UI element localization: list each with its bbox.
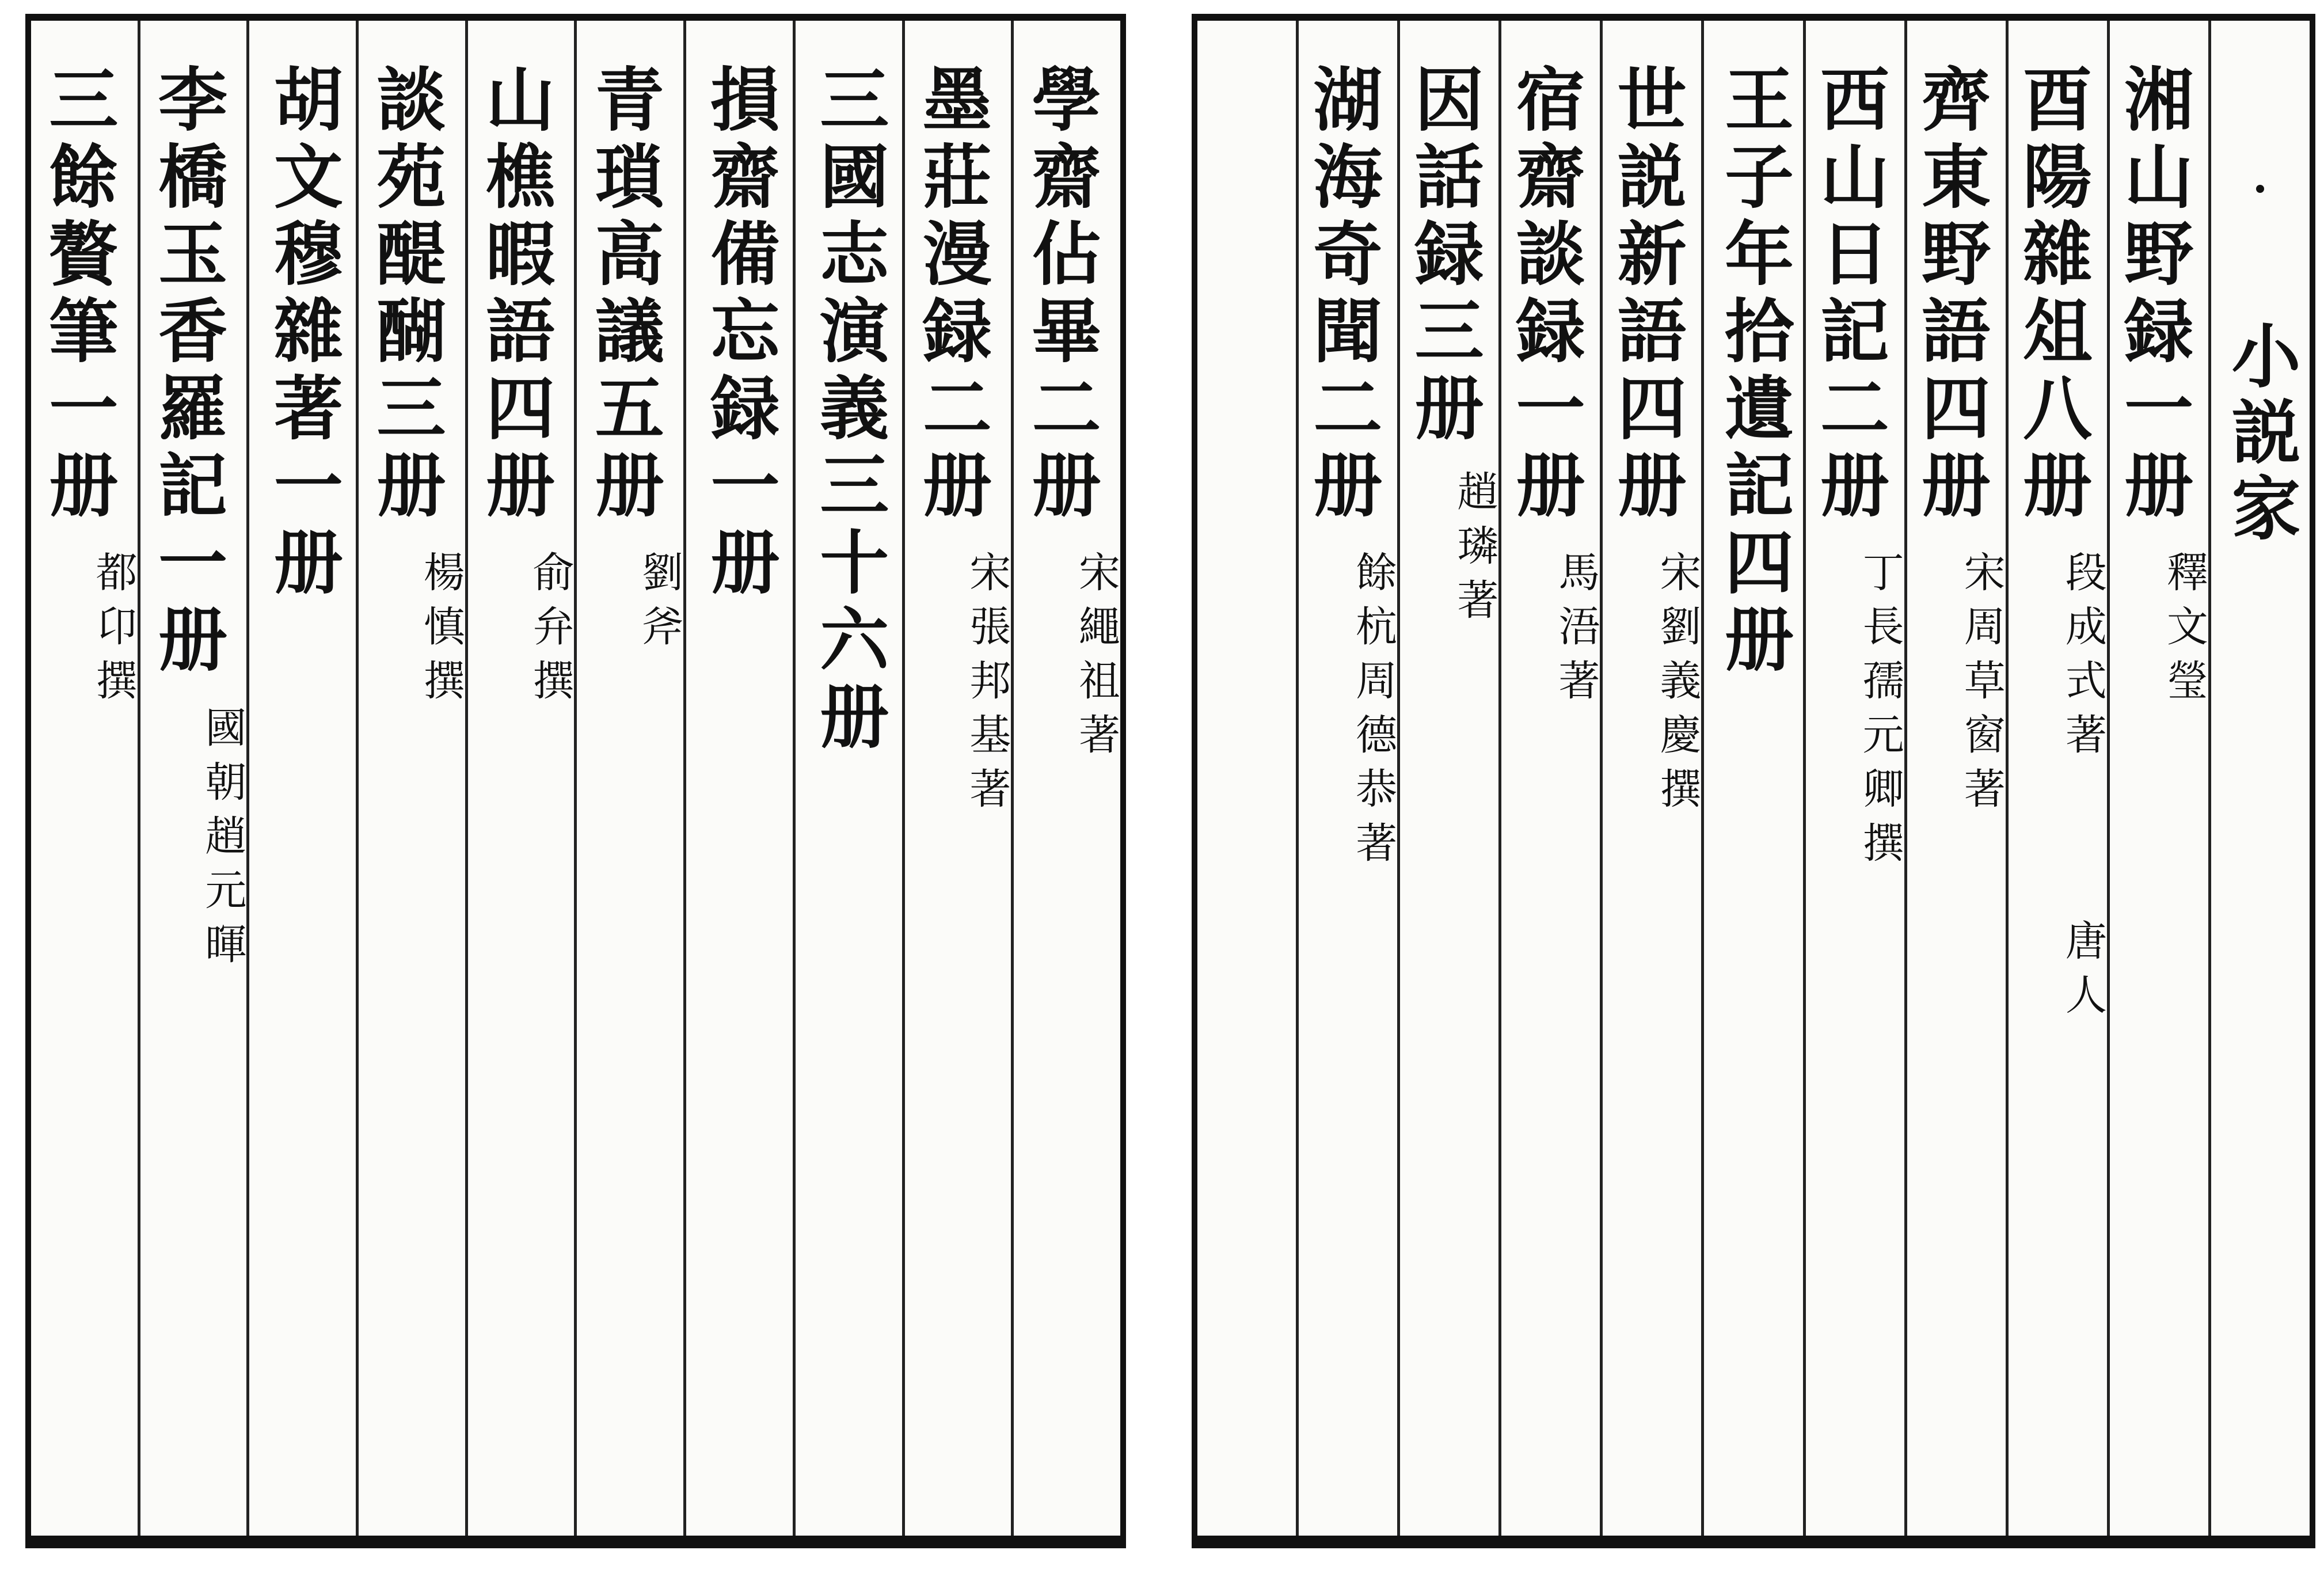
book-title: 墨莊漫録二册 <box>911 63 992 526</box>
book-title: 西山日記二册 <box>1808 63 1890 526</box>
book-title: 因話録三册 <box>1403 63 1485 449</box>
book-note: 唐人 <box>2058 919 2107 1027</box>
catalog-entry <box>31 21 138 1536</box>
catalog-entry <box>574 21 683 1536</box>
book-title: 宿齋談録一册 <box>1504 63 1586 526</box>
book-author: 宋劉義慶撰 <box>1653 550 1702 821</box>
catalog-entry <box>1701 21 1802 1536</box>
book-author: 宋繩祖著 <box>1072 550 1120 767</box>
catalog-entry <box>1600 21 1701 1536</box>
book-title: 世説新語四册 <box>1606 63 1687 526</box>
book-title: 齊東野語四册 <box>1910 63 1991 526</box>
catalog-entry <box>246 21 356 1536</box>
catalog-entry <box>1397 21 1498 1536</box>
right-border <box>2310 14 2315 1548</box>
catalog-entry <box>1498 21 1600 1536</box>
bottom-border <box>25 1536 1126 1548</box>
book-title: 損齋備忘録一册 <box>699 63 781 603</box>
right-page <box>1192 14 2315 1548</box>
catalog-entry <box>793 21 902 1536</box>
left-border <box>1192 14 1197 1548</box>
book-title: 三餘贅筆一册 <box>37 63 119 526</box>
catalog-entry <box>902 21 1011 1536</box>
book-title: 談苑醍醐三册 <box>365 63 447 526</box>
catalog-entry <box>683 21 793 1536</box>
bottom-border <box>1192 1536 2315 1548</box>
book-author: 宋張邦基著 <box>963 550 1011 821</box>
catalog-entry <box>465 21 575 1536</box>
catalog-entry <box>1904 21 2006 1536</box>
book-author: 劉斧 <box>635 550 684 659</box>
right-border <box>1120 14 1126 1548</box>
column-grid <box>31 21 1120 1536</box>
book-title: 李橋玉香羅記一册 <box>146 63 228 681</box>
book-author: 都卬撰 <box>89 550 138 713</box>
section-heading: 小説家 <box>2220 320 2302 548</box>
left-page <box>25 14 1126 1548</box>
top-border <box>25 14 1126 21</box>
book-author: 段成式著 <box>2058 550 2107 767</box>
catalog-entry <box>138 21 247 1536</box>
book-author: 丁長孺元卿撰 <box>1855 550 1904 875</box>
column-grid <box>1197 21 2310 1536</box>
book-title: 湖海奇聞二册 <box>1302 63 1383 526</box>
catalog-entry <box>1803 21 1904 1536</box>
catalog-entry <box>356 21 465 1536</box>
book-author: 釋文瑩 <box>2159 550 2208 713</box>
catalog-entry <box>2006 21 2107 1536</box>
book-title: 湘山野録一册 <box>2113 63 2194 526</box>
catalog-entry <box>1011 21 1120 1536</box>
heading-column <box>2208 21 2310 1536</box>
book-title: 學齋佔畢二册 <box>1020 63 1102 526</box>
book-author: 趙璘著 <box>1450 470 1499 632</box>
book-author: 馬浯著 <box>1551 550 1600 713</box>
book-author: 俞弁撰 <box>526 550 575 713</box>
book-title: 山樵暇語四册 <box>474 63 556 526</box>
book-title: 酉陽雜俎八册 <box>2011 63 2093 526</box>
top-border <box>1192 14 2315 21</box>
book-title: 三國志演義三十六册 <box>808 63 890 758</box>
book-author: 餘杭周德恭著 <box>1349 550 1398 875</box>
book-author: 宋周草窗著 <box>1957 550 2006 821</box>
catalog-entry <box>1296 21 1397 1536</box>
book-author: 國朝趙元暉 <box>198 706 247 977</box>
left-border <box>25 14 31 1548</box>
blank-column <box>1197 21 1296 1536</box>
book-author: 楊慎撰 <box>416 550 465 713</box>
catalog-entry <box>2107 21 2208 1536</box>
book-title: 胡文穆雜著一册 <box>262 63 344 603</box>
book-title: 王子年拾遺記四册 <box>1713 63 1794 681</box>
book-title: 青瑣高議五册 <box>583 63 665 526</box>
section-dot <box>2256 185 2264 193</box>
